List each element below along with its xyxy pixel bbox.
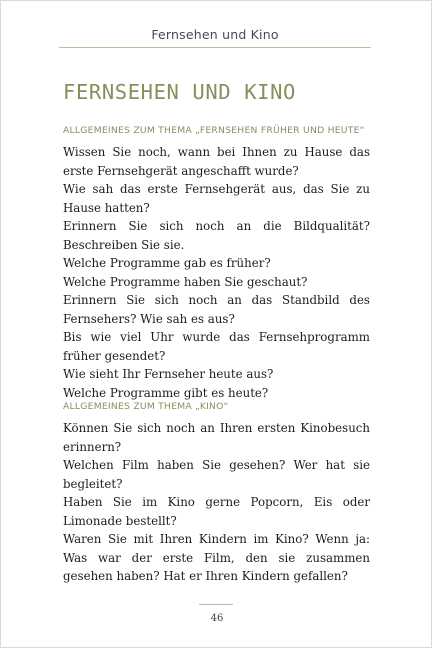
question-paragraph: Welche Programme gab es früher? (63, 256, 271, 270)
section-heading-cinema: ALLGEMEINES ZUM THEMA „KINO“ (63, 401, 229, 412)
section-body-tv (63, 143, 370, 402)
header-divider (59, 47, 371, 48)
running-head: Fernsehen und Kino (151, 27, 279, 42)
question-paragraph: Bis wie viel Uhr wurde das Fernsehprogramm früher gesendet? (63, 330, 370, 363)
question-paragraph: Welche Programme haben Sie geschaut? (63, 274, 308, 289)
question-paragraph: Wissen Sie noch, wann bei Ihnen zu Hause das erste Fernsehgerät angeschafft wurde? (63, 145, 370, 178)
question-paragraph: Wie sah das erste Fernsehgerät aus, das Sie zu Hause hatten? (63, 182, 370, 215)
question-paragraph: Können Sie sich noch an Ihren ersten Kinobesuch erinnern? (63, 421, 370, 454)
page-number: 46 (210, 613, 224, 624)
question-paragraph: Wie sieht Ihr Fernseher heute aus? (63, 367, 274, 381)
section-heading-tv: ALLGEMEINES ZUM THEMA „FERNSEHEN FRÜHER UND HEUTE“ (63, 125, 365, 136)
section-body-cinema (63, 419, 370, 586)
question-paragraph: Waren Sie mit Ihren Kindern im Kino? Wenn ja: Was war der erste Film, den sie zusammen gesehen haben? Hat er Ihren Kindern gefallen? (63, 532, 370, 583)
question-paragraph: Haben Sie im Kino gerne Popcorn, Eis oder Limonade bestellt? (63, 495, 370, 528)
footer-divider (199, 604, 233, 605)
question-paragraph: Erinnern Sie sich noch an die Bildqualität? Beschreiben Sie sie. (63, 219, 370, 252)
question-paragraph: Welche Programme gibt es heute? (63, 385, 269, 400)
chapter-title: FERNSEHEN UND KINO (63, 80, 296, 104)
question-paragraph: Erinnern Sie sich noch an das Standbild des Fernsehers? Wie sah es aus? (63, 293, 370, 326)
question-paragraph: Welchen Film haben Sie gesehen? Wer hat sie begleitet? (63, 458, 370, 491)
